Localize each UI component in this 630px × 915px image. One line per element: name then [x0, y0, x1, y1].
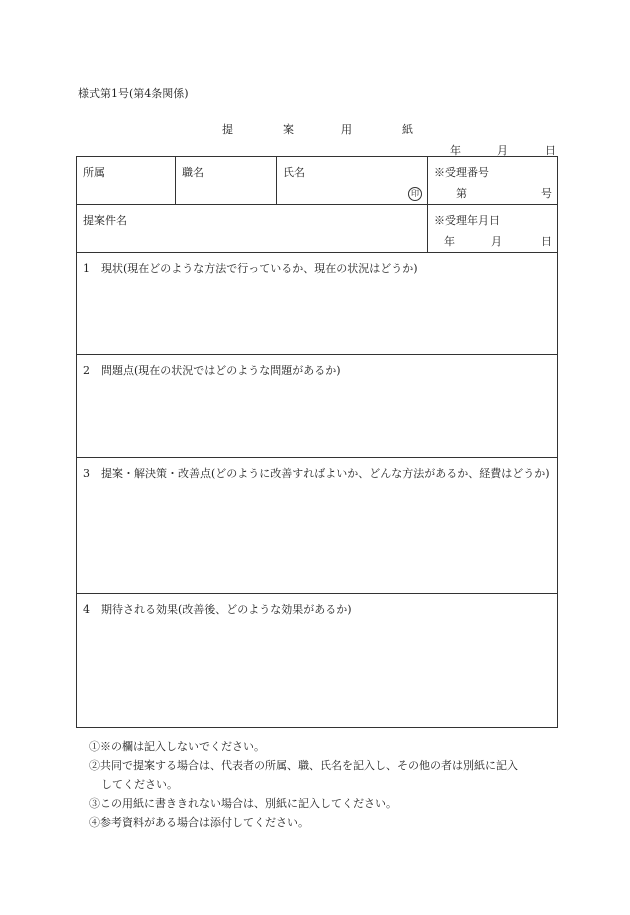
section-label: 3 提案・解決策・改善点(どのように改善すればよいか、どんな方法があるか、経費はどうか): [83, 467, 550, 480]
note-item: ④参考資料がある場合は添付してください。: [89, 816, 309, 829]
form-reference: 様式第1号(第4条関係): [78, 87, 189, 100]
name-label: 氏名: [283, 166, 305, 179]
section-label: 1 現状(現在どのような方法で行っているか、現在の状況はどうか): [83, 262, 418, 275]
rd-month: 月: [491, 235, 502, 248]
proposal-solution-section[interactable]: [77, 458, 558, 594]
section-label: 4 期待される効果(改善後、どのような効果があるか): [83, 603, 352, 616]
affiliation-cell[interactable]: [77, 157, 176, 205]
note-item: ②共同で提案する場合は、代表者の所属、職、氏名を記入し、その他の者は別紙に記入: [89, 759, 518, 772]
number-suffix: 号: [541, 187, 552, 200]
affiliation-label: 所属: [83, 166, 105, 179]
note-item: ①※の欄は記入しないでください。: [89, 740, 265, 753]
seal-icon: 印: [408, 187, 422, 201]
title-char: 紙: [402, 123, 413, 136]
job-title-cell[interactable]: [176, 157, 277, 205]
section-row: [77, 458, 558, 594]
note-item: ③この用紙に書ききれない場合は、別紙に記入してください。: [89, 797, 397, 810]
proposal-form-table: [76, 156, 558, 728]
section-row: [77, 355, 558, 458]
proposal-subject-label: 提案件名: [83, 214, 127, 227]
form-row-subject: [77, 205, 558, 253]
name-cell[interactable]: [277, 157, 428, 205]
section-label: 2 問題点(現在の状況ではどのような問題があるか): [83, 364, 341, 377]
current-status-section[interactable]: [77, 253, 558, 355]
title-char: 案: [283, 123, 294, 136]
date-year: 年: [450, 144, 461, 157]
title-char: 提: [222, 123, 233, 136]
proposal-subject-cell[interactable]: [77, 205, 428, 253]
date-day: 日: [545, 144, 556, 157]
reception-number-cell: [428, 157, 558, 205]
section-row: [77, 253, 558, 355]
notes: [89, 737, 559, 832]
problem-section[interactable]: [77, 355, 558, 458]
job-title-label: 職名: [182, 166, 204, 179]
date-month: 月: [497, 144, 508, 157]
note-item-continuation: してください。: [101, 778, 178, 791]
reception-number-label: ※受理番号: [434, 166, 489, 179]
rd-year: 年: [444, 235, 455, 248]
number-prefix: 第: [456, 187, 467, 200]
rd-day: 日: [541, 235, 552, 248]
section-row: [77, 594, 558, 728]
reception-date-label: ※受理年月日: [434, 214, 500, 227]
form-row-person: [77, 157, 558, 205]
expected-effect-section[interactable]: [77, 594, 558, 728]
reception-date-cell: [428, 205, 558, 253]
title-char: 用: [341, 123, 352, 136]
